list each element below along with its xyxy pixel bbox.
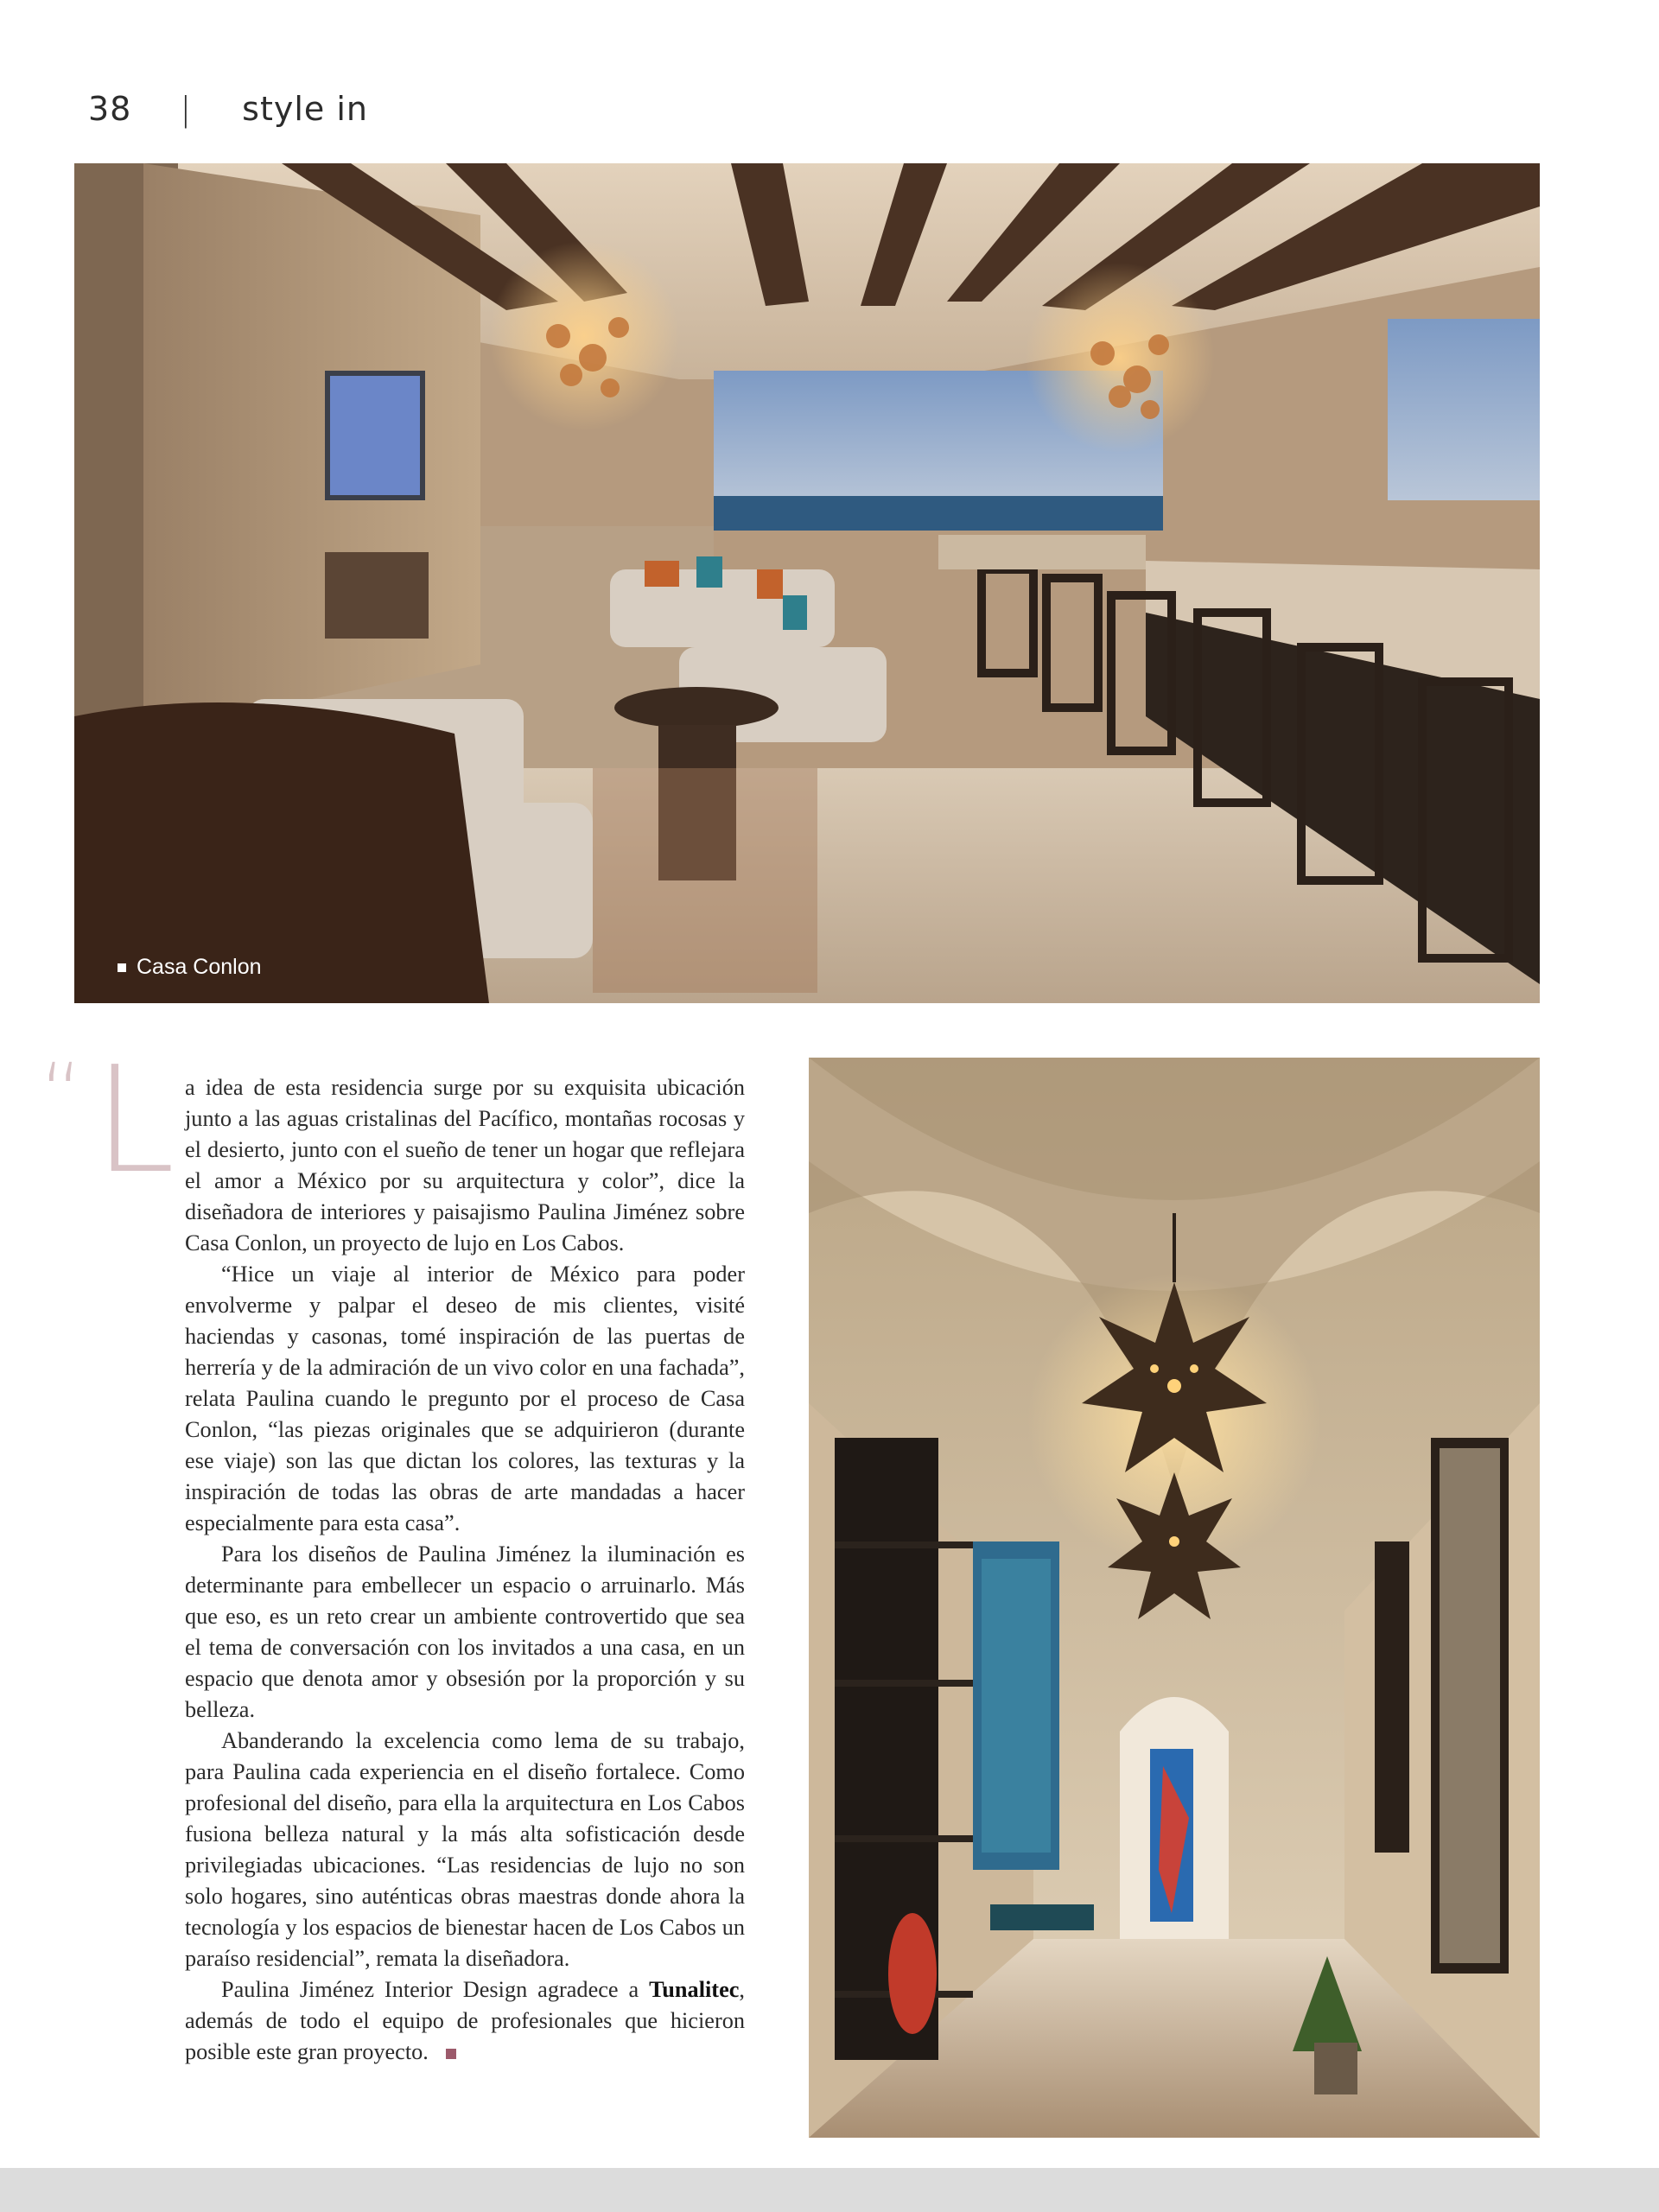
page-number: 38 [88,90,132,128]
living-dining-room-photo [74,163,1540,1003]
paragraph-3: Para los diseños de Paulina Jiménez la iluminación es determinante para embellecer un espacio o arruinarlo. Más que eso, es un reto crear un ambiente controvertido que sea el tema de conversación con los invitados a una casa, en un espacio que denota amor y obsesión por la proporción y su belleza. [185,1541,745,1722]
living-room-illustration [74,163,1540,1003]
paragraph-5 [185,1974,745,2068]
photo-caption [118,955,262,980]
drop-cap-letter: L [93,1035,175,1206]
paragraph-2: “Hice un viaje al interior de México para poder envolverme y palpar el deseo de mis clientes, visité haciendas y casonas, tomé inspiración de las puertas de herrería y de la admiración de un vivo color en una fachada”, relata Paulina cuando le pregunto por el proceso de Casa Conlon, “las piezas originales que se adquirieron (durante ese viaje) son las que dictan los colores, las texturas y la inspiración de todas las obras de arte mandadas a hacer especialmente para esta casa”. [185,1262,745,1535]
caption-bullet-icon [118,963,126,972]
end-mark-icon [446,2049,456,2059]
footer-bar [0,2168,1659,2212]
sponsor-name: Tunalitec [649,1977,740,2002]
folio-separator: | [180,90,193,128]
caption-text: Casa Conlon [137,955,262,979]
hallway-illustration [809,1058,1540,2138]
article-body [185,1072,745,2068]
paragraph-5-end: , además de todo el equipo de profesionales que hicieron posible este gran proyecto. [185,1977,745,2064]
section-name: style in [242,90,369,128]
drop-cap-quote: “ [40,1046,83,1142]
paragraph-4: Abanderando la excelencia como lema de su trabajo, para Paulina cada experiencia en el diseño fortalece. Como profesional del diseño, para ella la arquitectura en Los Cabos fusiona belleza natural y la más alta sofisticación desde privilegiadas ubicaciones. “Las residencias de lujo no son solo hogares, sino auténticas obras maestras donde ahora la tecnología y los espacios de bienestar hacen de Los Cabos un paraíso residencial”, remata la diseñadora. [185,1728,745,1971]
page-folio [88,90,368,128]
paragraph-1: a idea de esta residencia surge por su exquisita ubicación junto a las aguas cristalinas del Pacífico, montañas rocosas y el desierto, junto con el sueño de tener un hogar que reflejara el amor a México por su arquitectura y color”, dice la diseñadora de interiores y paisajismo Paulina Jiménez sobre Casa Conlon, un proyecto de lujo en Los Cabos. [185,1075,745,1255]
vaulted-hallway-photo [809,1058,1540,2138]
paragraph-5-start: Paulina Jiménez Interior Design agradece a [221,1977,650,2002]
